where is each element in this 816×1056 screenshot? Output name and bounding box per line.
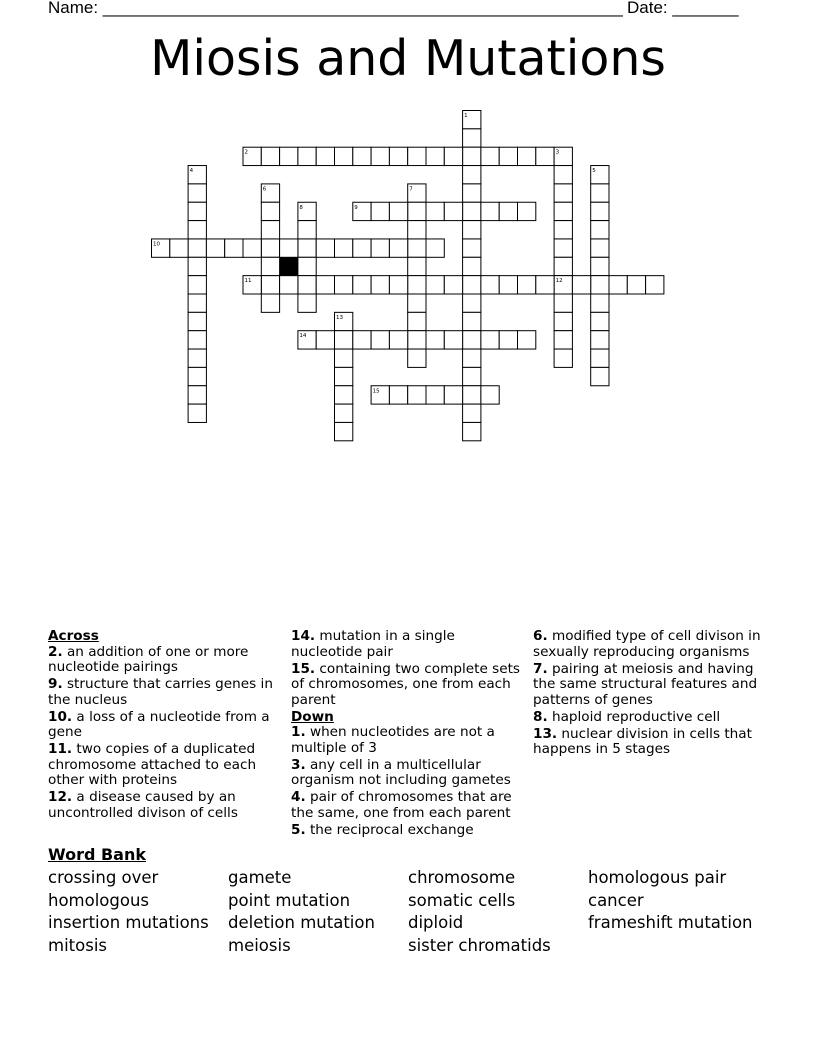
- clue-down-6: 6. modified type of cell divison in sexually reproducing organisms: [533, 628, 761, 660]
- grid-cell[interactable]: [554, 294, 572, 312]
- grid-cell[interactable]: [554, 239, 572, 257]
- grid-cell[interactable]: [554, 349, 572, 367]
- grid-cell[interactable]: [389, 331, 407, 349]
- grid-cell[interactable]: [261, 294, 279, 312]
- word-bank-item: homologous pair: [588, 868, 727, 887]
- grid-cell[interactable]: [591, 184, 609, 202]
- clue-number-label: 7: [409, 186, 413, 193]
- across-heading: Across: [48, 628, 99, 644]
- clue-number-label: 12: [555, 278, 563, 285]
- grid-cell[interactable]: [408, 294, 426, 312]
- crossword-grid: [0, 0, 816, 460]
- grid-cell[interactable]: [426, 386, 444, 404]
- page-title: Miosis and Mutations: [150, 30, 666, 87]
- grid-cell[interactable]: [499, 147, 517, 165]
- grid-cell[interactable]: [188, 404, 206, 422]
- grid-cell[interactable]: [646, 276, 664, 294]
- grid-cell[interactable]: [481, 276, 499, 294]
- grid-cell[interactable]: [408, 202, 426, 220]
- grid-cell[interactable]: [627, 276, 645, 294]
- grid-cell[interactable]: [280, 239, 298, 257]
- clue-column-2: [291, 629, 523, 840]
- clue-number-label: 5: [592, 168, 596, 175]
- word-bank-item: meiosis: [228, 936, 291, 955]
- grid-cell[interactable]: [463, 129, 481, 147]
- grid-cell[interactable]: [481, 386, 499, 404]
- word-bank-item: frameshift mutation: [588, 913, 753, 932]
- grid-cell[interactable]: [444, 147, 462, 165]
- grid-cell[interactable]: [188, 184, 206, 202]
- grid-cell[interactable]: [591, 349, 609, 367]
- grid-cell[interactable]: [335, 276, 353, 294]
- grid-cell[interactable]: [261, 257, 279, 275]
- grid-cell[interactable]: [426, 147, 444, 165]
- word-bank-item: deletion mutation: [228, 913, 375, 932]
- grid-cell[interactable]: [335, 147, 353, 165]
- word-bank-item: cancer: [588, 891, 644, 910]
- grid-cell[interactable]: [554, 331, 572, 349]
- date-field-line: Date: _______: [627, 0, 739, 17]
- grid-cell[interactable]: [371, 276, 389, 294]
- grid-cell[interactable]: [554, 184, 572, 202]
- grid-cell[interactable]: [389, 386, 407, 404]
- grid-cell[interactable]: [463, 166, 481, 184]
- grid-cell[interactable]: [353, 239, 371, 257]
- grid-cell[interactable]: [298, 276, 316, 294]
- grid-cell[interactable]: [188, 239, 206, 257]
- grid-cell[interactable]: [554, 221, 572, 239]
- clue-across-10: 10. a loss of a nucleotide from a gene: [48, 708, 270, 740]
- grid-cell[interactable]: [188, 349, 206, 367]
- clue-down-3: 3. any cell in a multicellular organism not including gametes: [291, 756, 511, 788]
- grid-cell[interactable]: [591, 202, 609, 220]
- grid-cell[interactable]: [591, 221, 609, 239]
- grid-cell[interactable]: [463, 422, 481, 440]
- grid-cell[interactable]: [554, 166, 572, 184]
- name-field-line: Name: _______________________________________________________: [48, 0, 623, 17]
- grid-cell[interactable]: [188, 386, 206, 404]
- grid-cell[interactable]: [371, 331, 389, 349]
- grid-cell[interactable]: [463, 257, 481, 275]
- grid-cell[interactable]: [554, 312, 572, 330]
- clue-number-label: 8: [299, 204, 303, 211]
- grid-cell[interactable]: [335, 386, 353, 404]
- grid-cell[interactable]: [591, 257, 609, 275]
- grid-cell[interactable]: [335, 404, 353, 422]
- grid-cell[interactable]: [335, 239, 353, 257]
- clue-number-label: 11: [244, 278, 252, 285]
- grid-cell[interactable]: [463, 367, 481, 385]
- grid-cell[interactable]: [463, 184, 481, 202]
- clue-number-label: 15: [372, 388, 380, 395]
- grid-cell[interactable]: [463, 331, 481, 349]
- clue-across-2: 2. an addition of one or more nucleotide pairings: [48, 643, 249, 675]
- clue-across-12: 12. a disease caused by an uncontrolled divison of cells: [48, 789, 238, 821]
- grid-cell[interactable]: [426, 239, 444, 257]
- grid-cell[interactable]: [481, 147, 499, 165]
- grid-cell[interactable]: [316, 239, 334, 257]
- grid-cell[interactable]: [335, 331, 353, 349]
- word-bank-title: Word Bank: [48, 845, 147, 864]
- clue-number-label: 2: [244, 149, 248, 156]
- grid-cell[interactable]: [408, 276, 426, 294]
- grid-cell[interactable]: [408, 239, 426, 257]
- grid-cell[interactable]: [463, 239, 481, 257]
- grid-cell[interactable]: [463, 202, 481, 220]
- clue-number-label: 3: [555, 149, 560, 156]
- grid-cell[interactable]: [188, 312, 206, 330]
- grid-cell[interactable]: [188, 221, 206, 239]
- grid-cell[interactable]: [408, 349, 426, 367]
- grid-cell[interactable]: [335, 422, 353, 440]
- word-bank-item: chromosome: [408, 868, 516, 887]
- grid-cell[interactable]: [591, 294, 609, 312]
- grid-cell[interactable]: [609, 276, 627, 294]
- grid-cell[interactable]: [463, 221, 481, 239]
- grid-cell[interactable]: [444, 331, 462, 349]
- grid-cell[interactable]: [225, 239, 243, 257]
- word-bank-item: diploid: [408, 913, 464, 932]
- clue-down-4: 4. pair of chromosomes that are the same, one from each parent: [291, 789, 512, 821]
- grid-cell[interactable]: [408, 331, 426, 349]
- grid-cell[interactable]: [444, 276, 462, 294]
- grid-cell[interactable]: [371, 239, 389, 257]
- grid-cell[interactable]: [554, 202, 572, 220]
- grid-cell[interactable]: [188, 294, 206, 312]
- clue-across-14: 14. mutation in a single nucleotide pair: [291, 628, 455, 660]
- grid-cell[interactable]: [444, 386, 462, 404]
- grid-cell[interactable]: [316, 276, 334, 294]
- grid-cell[interactable]: [426, 276, 444, 294]
- grid-cell[interactable]: [243, 239, 261, 257]
- grid-cell[interactable]: [499, 202, 517, 220]
- grid-cell[interactable]: [298, 257, 316, 275]
- grid-cell[interactable]: [371, 202, 389, 220]
- grid-cell[interactable]: [499, 276, 517, 294]
- grid-cell[interactable]: [408, 221, 426, 239]
- clue-number-label: 9: [354, 204, 358, 211]
- grid-cell[interactable]: [408, 312, 426, 330]
- grid-cell[interactable]: [389, 239, 407, 257]
- word-bank-item: crossing over: [48, 868, 159, 887]
- grid-cell[interactable]: [353, 147, 371, 165]
- grid-cell[interactable]: [408, 147, 426, 165]
- grid-cell[interactable]: [463, 294, 481, 312]
- clue-across-15: 15. containing two complete sets of chromosomes, one from each parent: [291, 660, 520, 708]
- grid-cell[interactable]: [335, 349, 353, 367]
- grid-cell[interactable]: [554, 257, 572, 275]
- grid-cell[interactable]: [371, 147, 389, 165]
- clue-down-1: 1. when nucleotides are not a multiple of 3: [291, 724, 495, 756]
- grid-cell[interactable]: [463, 276, 481, 294]
- word-bank-item: mitosis: [48, 936, 107, 955]
- clue-column-3: [533, 629, 773, 759]
- grid-cell[interactable]: [518, 202, 536, 220]
- grid-cell[interactable]: [170, 239, 188, 257]
- grid-cell[interactable]: [481, 202, 499, 220]
- blocked-cell: [280, 257, 298, 275]
- grid-cell[interactable]: [353, 276, 371, 294]
- grid-cell[interactable]: [591, 312, 609, 330]
- grid-cell[interactable]: [463, 404, 481, 422]
- grid-cell[interactable]: [481, 331, 499, 349]
- grid-cell[interactable]: [463, 349, 481, 367]
- grid-cell[interactable]: [316, 147, 334, 165]
- grid-cell[interactable]: [188, 276, 206, 294]
- grid-cell[interactable]: [444, 202, 462, 220]
- grid-cell[interactable]: [408, 257, 426, 275]
- word-bank-item: homologous: [48, 891, 150, 910]
- clue-across-11: 11. two copies of a duplicated chromosome attached to each other with proteins: [48, 741, 257, 788]
- grid-cell[interactable]: [518, 331, 536, 349]
- grid-cell[interactable]: [499, 331, 517, 349]
- grid-cell[interactable]: [389, 147, 407, 165]
- grid-cell[interactable]: [261, 202, 279, 220]
- grid-cell[interactable]: [463, 312, 481, 330]
- down-heading: Down: [291, 708, 334, 725]
- grid-cell[interactable]: [518, 276, 536, 294]
- word-bank-item: somatic cells: [408, 891, 516, 910]
- grid-cell[interactable]: [280, 147, 298, 165]
- grid-cell[interactable]: [206, 239, 224, 257]
- clue-number-label: 10: [153, 241, 160, 248]
- clue-number-label: 6: [262, 186, 267, 193]
- grid-cell[interactable]: [298, 239, 316, 257]
- clue-down-13: 13. nuclear division in cells that happens in 5 stages: [533, 725, 752, 757]
- grid-cell[interactable]: [188, 202, 206, 220]
- grid-cell[interactable]: [591, 276, 609, 294]
- grid-cell[interactable]: [188, 331, 206, 349]
- clue-across-9: 9. structure that carries genes in the nucleus: [48, 676, 273, 708]
- grid-cell[interactable]: [408, 386, 426, 404]
- clue-down-5: 5. the reciprocal exchange: [291, 821, 474, 838]
- grid-cell[interactable]: [389, 202, 407, 220]
- clue-number-label: 1: [464, 113, 468, 119]
- word-bank-item: sister chromatids: [408, 936, 551, 955]
- grid-cell[interactable]: [572, 276, 590, 294]
- clue-number-label: 13: [336, 314, 343, 321]
- grid-cell[interactable]: [353, 331, 371, 349]
- word-bank-item: point mutation: [228, 891, 351, 910]
- grid-cell[interactable]: [261, 239, 279, 257]
- clue-column-1: [48, 629, 280, 823]
- clue-number-label: 4: [189, 168, 194, 175]
- grid-cell[interactable]: [298, 294, 316, 312]
- clue-number-label: 14: [299, 333, 307, 340]
- grid-cell[interactable]: [298, 147, 316, 165]
- grid-cell[interactable]: [591, 331, 609, 349]
- grid-cell[interactable]: [316, 331, 334, 349]
- grid-cell[interactable]: [591, 367, 609, 385]
- grid-cell[interactable]: [261, 147, 279, 165]
- grid-cell[interactable]: [335, 367, 353, 385]
- clue-down-8: 8. haploid reproductive cell: [533, 708, 721, 725]
- grid-cell[interactable]: [536, 276, 554, 294]
- clue-down-7: 7. pairing at meiosis and having the same structural features and patterns of genes: [533, 660, 758, 708]
- grid-cell[interactable]: [389, 276, 407, 294]
- grid-cell[interactable]: [536, 147, 554, 165]
- word-bank-item: insertion mutations: [48, 913, 209, 932]
- grid-cell[interactable]: [261, 276, 279, 294]
- grid-cell[interactable]: [188, 367, 206, 385]
- grid-cell[interactable]: [591, 239, 609, 257]
- grid-cell[interactable]: [463, 386, 481, 404]
- grid-cell[interactable]: [426, 202, 444, 220]
- grid-cell[interactable]: [188, 257, 206, 275]
- word-bank-item: gamete: [228, 868, 292, 887]
- grid-cell[interactable]: [426, 331, 444, 349]
- grid-cell[interactable]: [463, 147, 481, 165]
- grid-cell[interactable]: [298, 221, 316, 239]
- grid-cell[interactable]: [518, 147, 536, 165]
- grid-cell[interactable]: [261, 221, 279, 239]
- grid-cell[interactable]: [280, 276, 298, 294]
